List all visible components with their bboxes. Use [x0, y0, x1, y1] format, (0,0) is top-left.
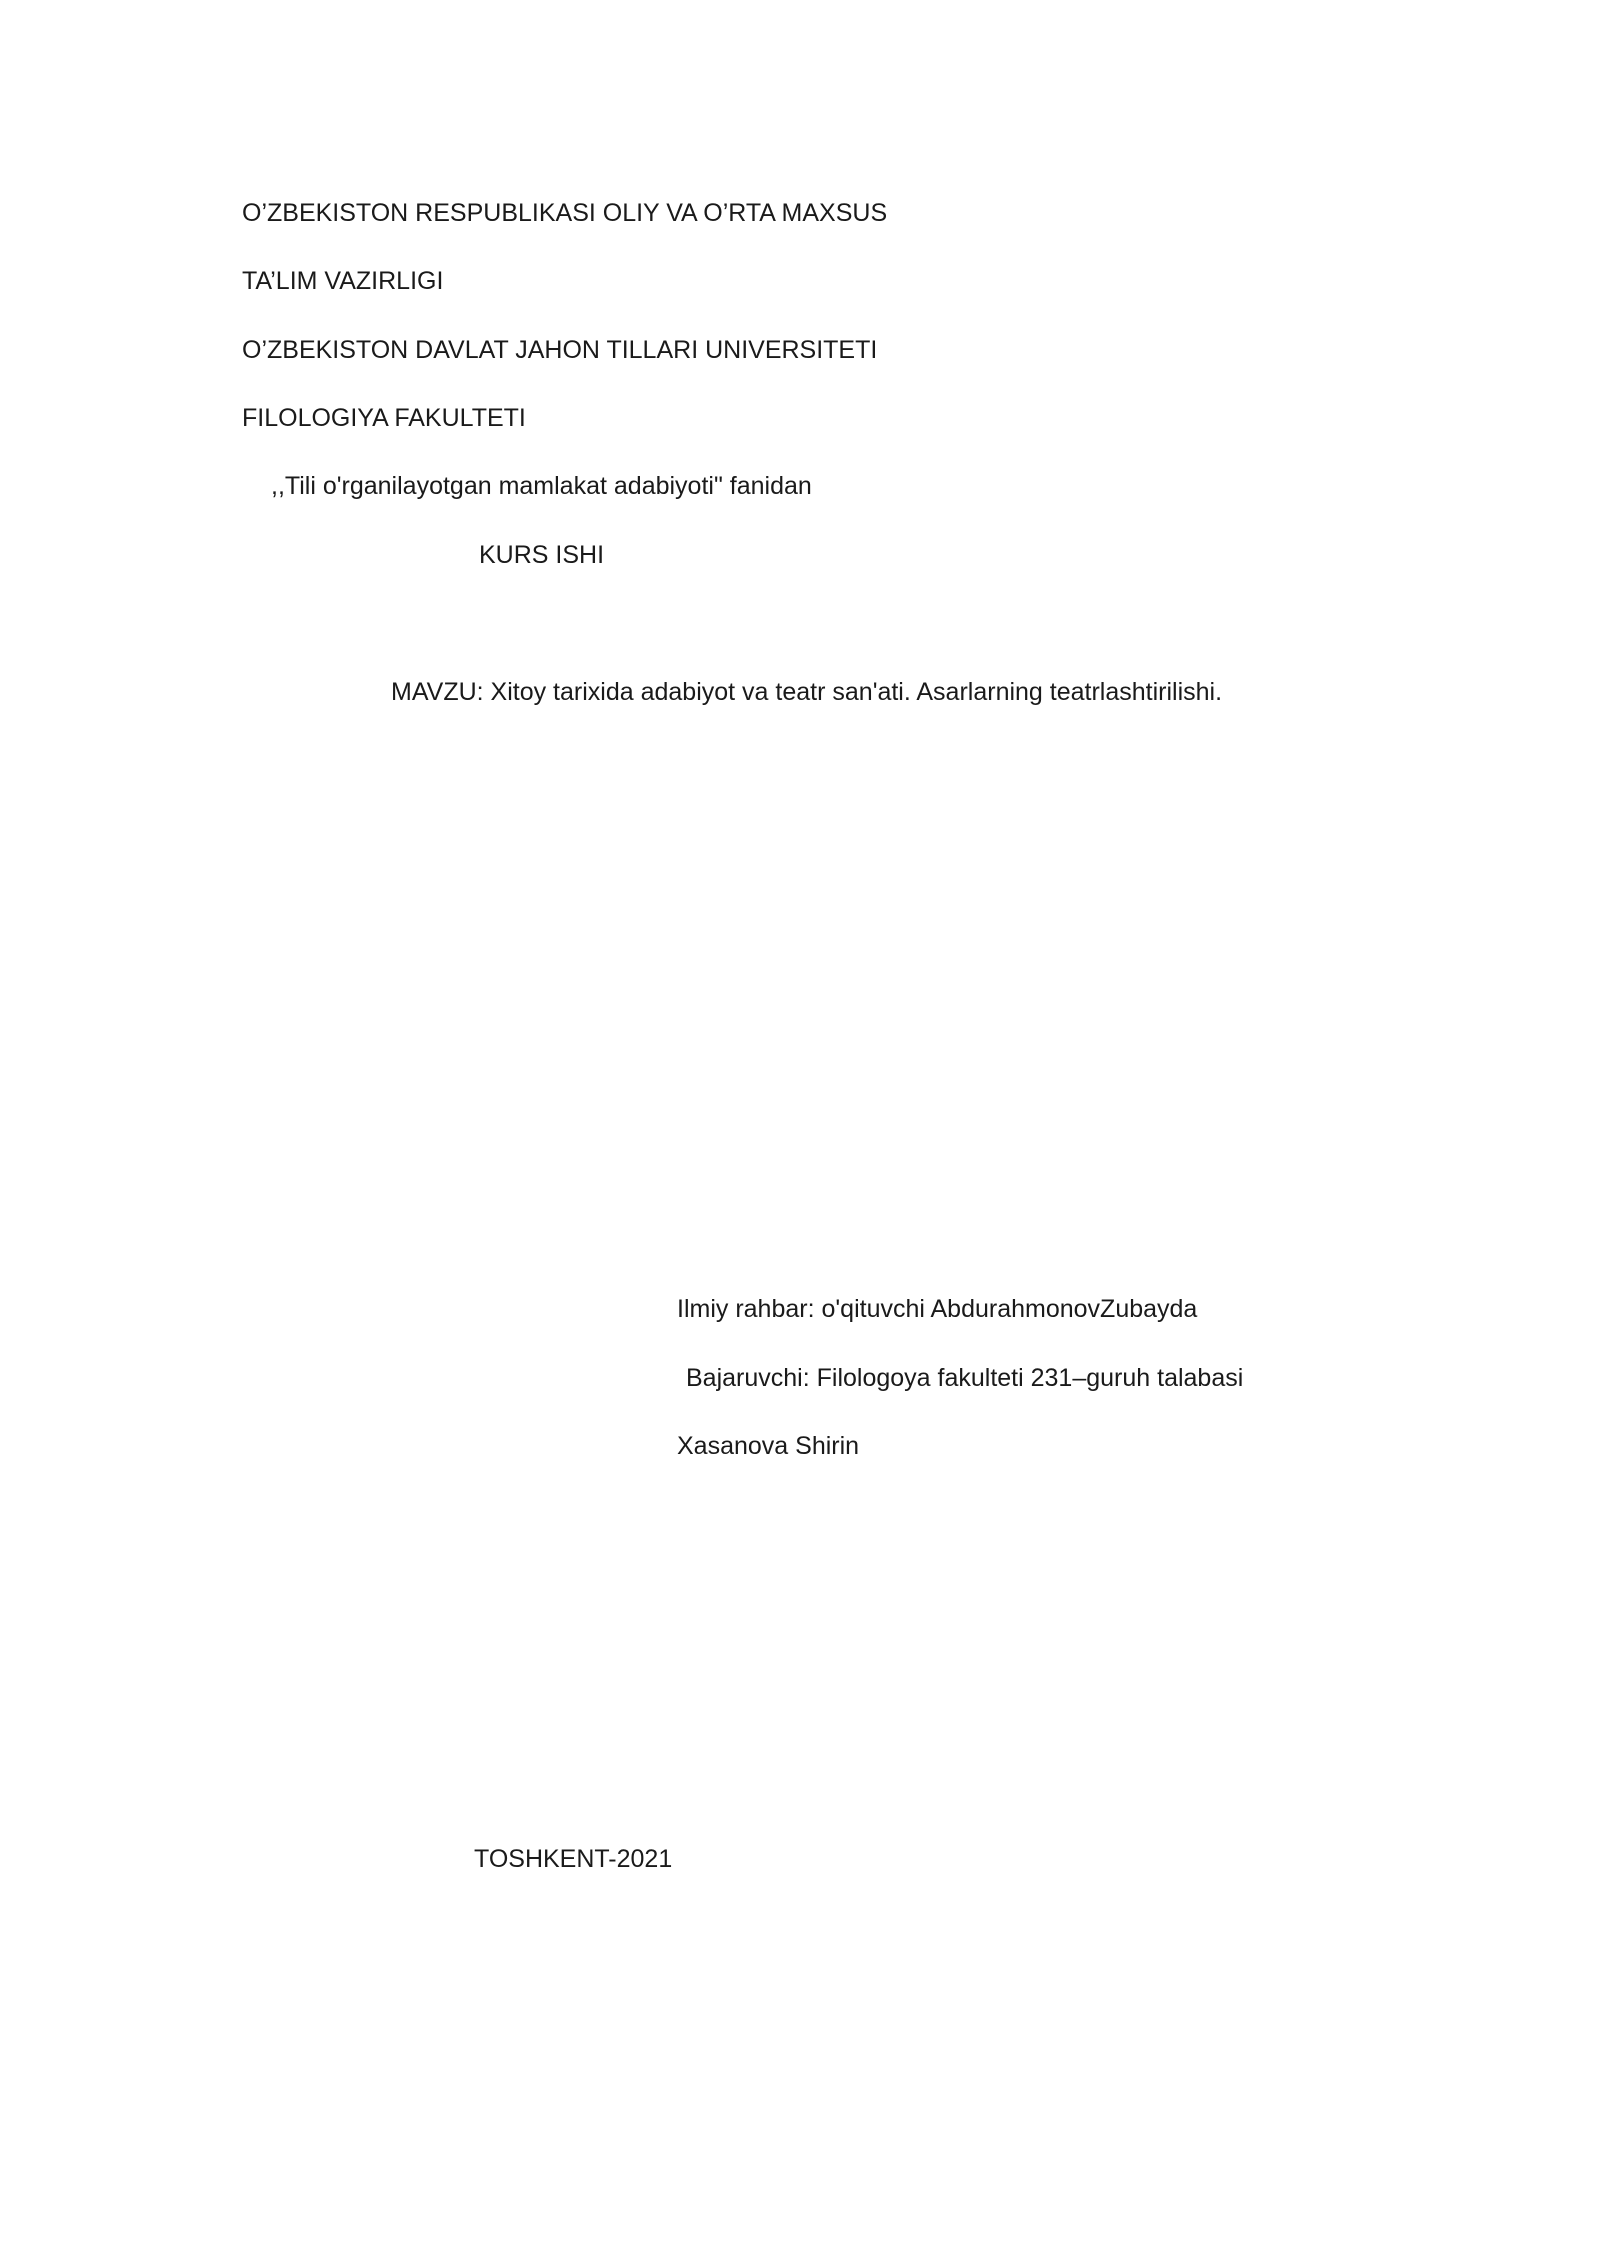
city-year: TOSHKENT-2021 — [474, 1845, 673, 1873]
ministry-line-2: TA’LIM VAZIRLIGI — [242, 267, 444, 295]
supervisor-line: Ilmiy rahbar: o'qituvchi AbdurahmonovZubayda — [677, 1295, 1198, 1323]
faculty-name: FILOLOGIYA FAKULTETI — [242, 404, 526, 432]
ministry-line-1: O’ZBEKISTON RESPUBLIKASI OLIY VA O’RTA MAXSUS — [242, 199, 888, 227]
work-type-title: KURS ISHI — [479, 541, 605, 569]
student-name: Xasanova Shirin — [677, 1432, 860, 1460]
topic-line: MAVZU: Xitoy tarixida adabiyot va teatr san'ati. Asarlarning teatrlashtirilishi. — [391, 678, 1223, 706]
subject-line: ,,Tili o'rganilayotgan mamlakat adabiyoti" fanidan — [271, 472, 812, 500]
university-name: O’ZBEKISTON DAVLAT JAHON TILLARI UNIVERSITETI — [242, 336, 878, 364]
performer-line: Bajaruvchi: Filologoya fakulteti 231–guruh talabasi — [686, 1364, 1244, 1392]
